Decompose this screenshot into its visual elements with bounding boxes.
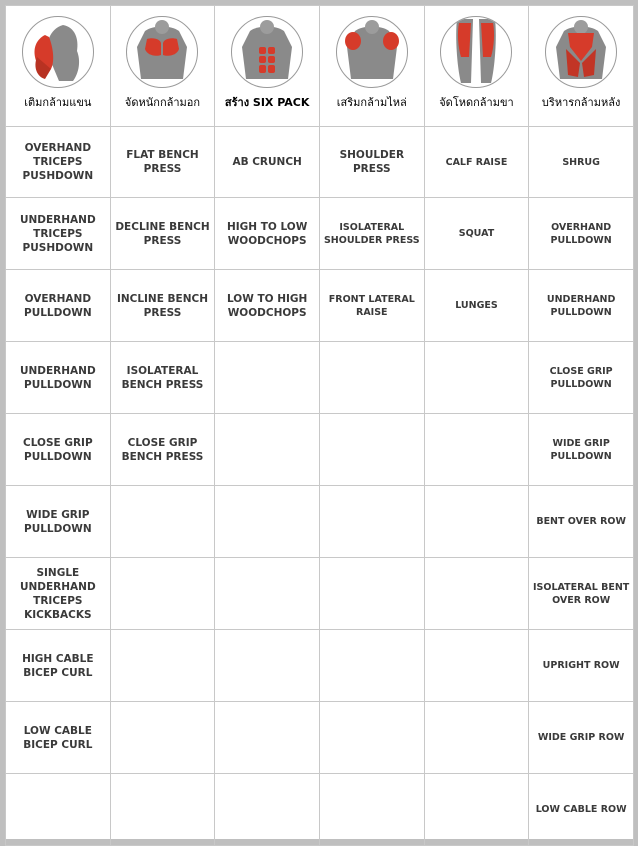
header-row — [6, 6, 634, 127]
header-label: จัดโหดกล้ามขา — [439, 96, 514, 109]
table-row — [6, 270, 634, 342]
exercise-cell — [319, 414, 424, 486]
header-cell-abs — [215, 6, 320, 127]
header-label: บริหารกล้ามหลัง — [541, 96, 621, 109]
exercise-cell — [319, 774, 424, 846]
exercise-cell: BENT OVER ROW — [529, 486, 634, 558]
exercise-cell: AB CRUNCH — [215, 127, 320, 198]
workout-table-frame — [5, 5, 634, 839]
exercise-cell — [424, 414, 529, 486]
exercise-cell: DECLINE BENCH PRESS — [110, 198, 215, 270]
header-cell-shoulder — [319, 6, 424, 127]
exercise-cell: HIGH TO LOW WOODCHOPS — [215, 198, 320, 270]
exercise-cell: SINGLE UNDERHAND TRICEPS KICKBACKS — [6, 558, 111, 630]
header-label: เติมกล้ามแขน — [24, 96, 92, 109]
table-row — [6, 630, 634, 702]
exercise-cell: CLOSE GRIP PULLDOWN — [6, 414, 111, 486]
table-row — [6, 127, 634, 198]
exercise-cell: LOW CABLE BICEP CURL — [6, 702, 111, 774]
exercise-cell: UPRIGHT ROW — [529, 630, 634, 702]
exercise-cell — [215, 774, 320, 846]
exercise-cell — [319, 486, 424, 558]
header-cell-back — [529, 6, 634, 127]
shoulder-muscle-icon — [336, 16, 408, 88]
exercise-cell: FRONT LATERAL RAISE — [319, 270, 424, 342]
exercise-cell — [110, 630, 215, 702]
exercise-cell — [424, 630, 529, 702]
exercise-cell: LOW TO HIGH WOODCHOPS — [215, 270, 320, 342]
exercise-cell — [319, 702, 424, 774]
exercise-cell: CLOSE GRIP PULLDOWN — [529, 342, 634, 414]
exercise-cell: ISOLATERAL SHOULDER PRESS — [319, 198, 424, 270]
exercise-cell: UNDERHAND TRICEPS PUSHDOWN — [6, 198, 111, 270]
exercise-cell — [424, 774, 529, 846]
exercise-cell — [319, 342, 424, 414]
exercise-cell — [424, 486, 529, 558]
header-label: เสริมกล้ามไหล่ — [336, 96, 407, 109]
exercise-cell — [110, 702, 215, 774]
header-cell-arm — [6, 6, 111, 127]
exercise-cell: LUNGES — [424, 270, 529, 342]
exercise-cell: ISOLATERAL BENCH PRESS — [110, 342, 215, 414]
exercise-cell — [424, 702, 529, 774]
back-muscle-icon — [545, 16, 617, 88]
exercise-cell: SHRUG — [529, 127, 634, 198]
exercise-cell: SQUAT — [424, 198, 529, 270]
exercise-cell — [6, 774, 111, 846]
table-row — [6, 198, 634, 270]
exercise-cell: UNDERHAND PULLDOWN — [6, 342, 111, 414]
exercise-cell: ISOLATERAL BENT OVER ROW — [529, 558, 634, 630]
arm-muscle-icon — [22, 16, 94, 88]
leg-muscle-icon — [440, 16, 512, 88]
exercise-cell — [424, 342, 529, 414]
exercise-cell: OVERHAND PULLDOWN — [6, 270, 111, 342]
header-cell-leg — [424, 6, 529, 127]
header-label: สร้าง SIX PACK — [224, 96, 310, 109]
exercise-cell: WIDE GRIP PULLDOWN — [529, 414, 634, 486]
exercise-cell: WIDE GRIP PULLDOWN — [6, 486, 111, 558]
exercise-cell: SHOULDER PRESS — [319, 127, 424, 198]
exercise-cell: INCLINE BENCH PRESS — [110, 270, 215, 342]
exercise-cell: OVERHAND TRICEPS PUSHDOWN — [6, 127, 111, 198]
exercise-cell — [215, 414, 320, 486]
table-row — [6, 702, 634, 774]
exercise-cell — [110, 774, 215, 846]
exercise-cell: LOW CABLE ROW — [529, 774, 634, 846]
exercise-cell: UNDERHAND PULLDOWN — [529, 270, 634, 342]
exercise-cell: CALF RAISE — [424, 127, 529, 198]
exercise-cell — [110, 558, 215, 630]
exercise-cell — [215, 702, 320, 774]
exercise-cell — [319, 558, 424, 630]
exercise-cell — [110, 486, 215, 558]
exercise-cell: WIDE GRIP ROW — [529, 702, 634, 774]
header-cell-chest — [110, 6, 215, 127]
exercise-cell: FLAT BENCH PRESS — [110, 127, 215, 198]
table-row — [6, 486, 634, 558]
exercise-cell — [215, 486, 320, 558]
header-label: จัดหนักกล้ามอก — [124, 96, 201, 109]
exercise-cell: CLOSE GRIP BENCH PRESS — [110, 414, 215, 486]
table-row — [6, 774, 634, 846]
workout-table — [5, 5, 634, 846]
chest-muscle-icon — [126, 16, 198, 88]
table-row — [6, 342, 634, 414]
exercise-cell — [215, 342, 320, 414]
exercise-cell: OVERHAND PULLDOWN — [529, 198, 634, 270]
exercise-cell — [215, 630, 320, 702]
table-row — [6, 414, 634, 486]
exercise-cell — [215, 558, 320, 630]
table-row — [6, 558, 634, 630]
exercise-cell: HIGH CABLE BICEP CURL — [6, 630, 111, 702]
exercise-cell — [319, 630, 424, 702]
abs-muscle-icon — [231, 16, 303, 88]
exercise-cell — [424, 558, 529, 630]
